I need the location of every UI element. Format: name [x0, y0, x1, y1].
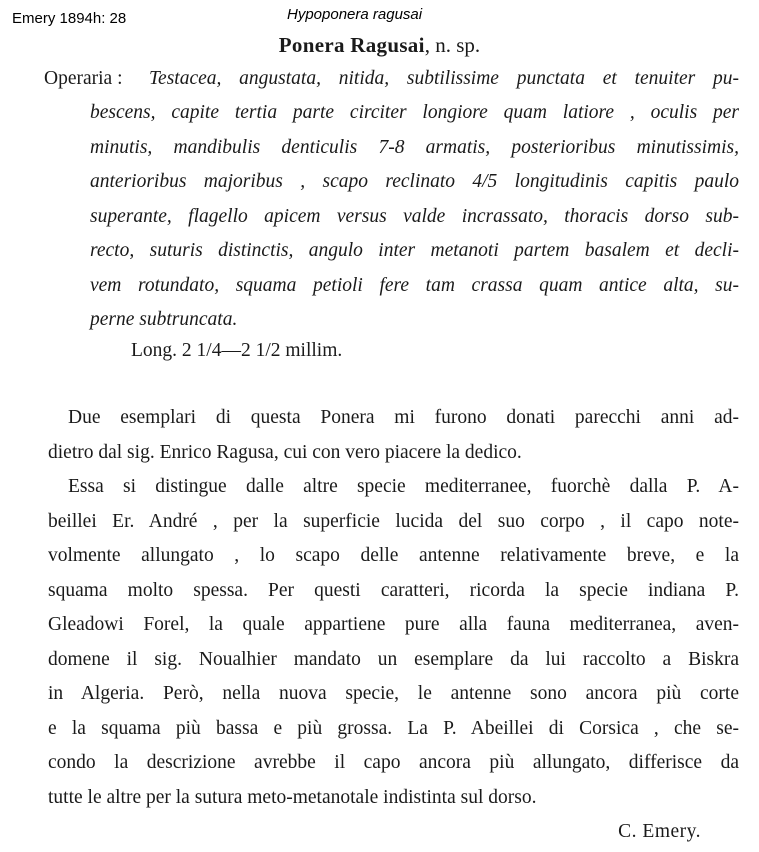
description-line: Testacea, angustata, nitida, subtilissime punctata et tenuiter pu-	[149, 68, 739, 89]
body-line: dietro dal sig. Enrico Ragusa, cui con vero piacere la dedico.	[48, 442, 522, 463]
description-line: perne subtruncata.	[90, 309, 238, 330]
body-line: in Algeria. Però, nella nuova specie, le antenne sono ancora più corte	[48, 683, 739, 704]
species-heading	[0, 33, 759, 58]
body-line: beillei Er. André , per la superficie lucida del suo corpo , il capo note-	[48, 511, 739, 532]
body-line: tutte le altre per la sutura meto-metanotale indistinta sul dorso.	[48, 787, 537, 808]
description-line: minutis, mandibulis denticulis 7-8 armatis, posterioribus minutissimis,	[90, 137, 739, 158]
author-signature: C. Emery.	[618, 821, 701, 842]
body-line: Due esemplari di questa Ponera mi furono donati parecchi anni ad-	[68, 407, 739, 428]
description-line: vem rotundato, squama petioli fere tam crassa quam antice alta, su-	[90, 275, 739, 296]
body-line: Gleadowi Forel, la quale appartiene pure alla fauna mediterranea, aven-	[48, 614, 739, 635]
description-line: superante, flagello apicem versus valde incrassato, thoracis dorso sub-	[90, 206, 739, 227]
body-line: e la squama più bassa e più grossa. La P. Abeillei di Corsica , che se-	[48, 718, 739, 739]
body-line: volmente allungato , lo scapo delle antenne relativamente breve, e la	[48, 545, 739, 566]
species-name: Ponera Ragusai	[278, 33, 425, 57]
body-line: condo la descrizione avrebbe il capo ancora più allungato, differisce da	[48, 752, 739, 773]
length-measurement: Long. 2 1/4—2 1/2 millim.	[131, 340, 343, 361]
taxon-label: Hypoponera ragusai	[287, 6, 423, 23]
species-suffix: , n. sp.	[424, 33, 481, 57]
description-line: bescens, capite tertia parte circiter longiore quam latiore , oculis per	[90, 102, 739, 123]
citation-label: Emery 1894h: 28	[12, 10, 127, 27]
description-line: recto, suturis distinctis, angulo inter metanoti partem basalem et decli-	[90, 240, 739, 261]
description-line: anterioribus majoribus , scapo reclinato 4/5 longitudinis capitis paulo	[90, 171, 739, 192]
body-line: Essa si distingue dalle altre specie mediterranee, fuorchè dalla P. A-	[68, 476, 739, 497]
body-line: domene il sig. Noualhier mandato un esemplare da lui raccolto a Biskra	[48, 649, 739, 670]
description-lead: Operaria :	[44, 68, 123, 89]
body-line: squama molto spessa. Per questi caratteri, ricorda la specie indiana P.	[48, 580, 739, 601]
